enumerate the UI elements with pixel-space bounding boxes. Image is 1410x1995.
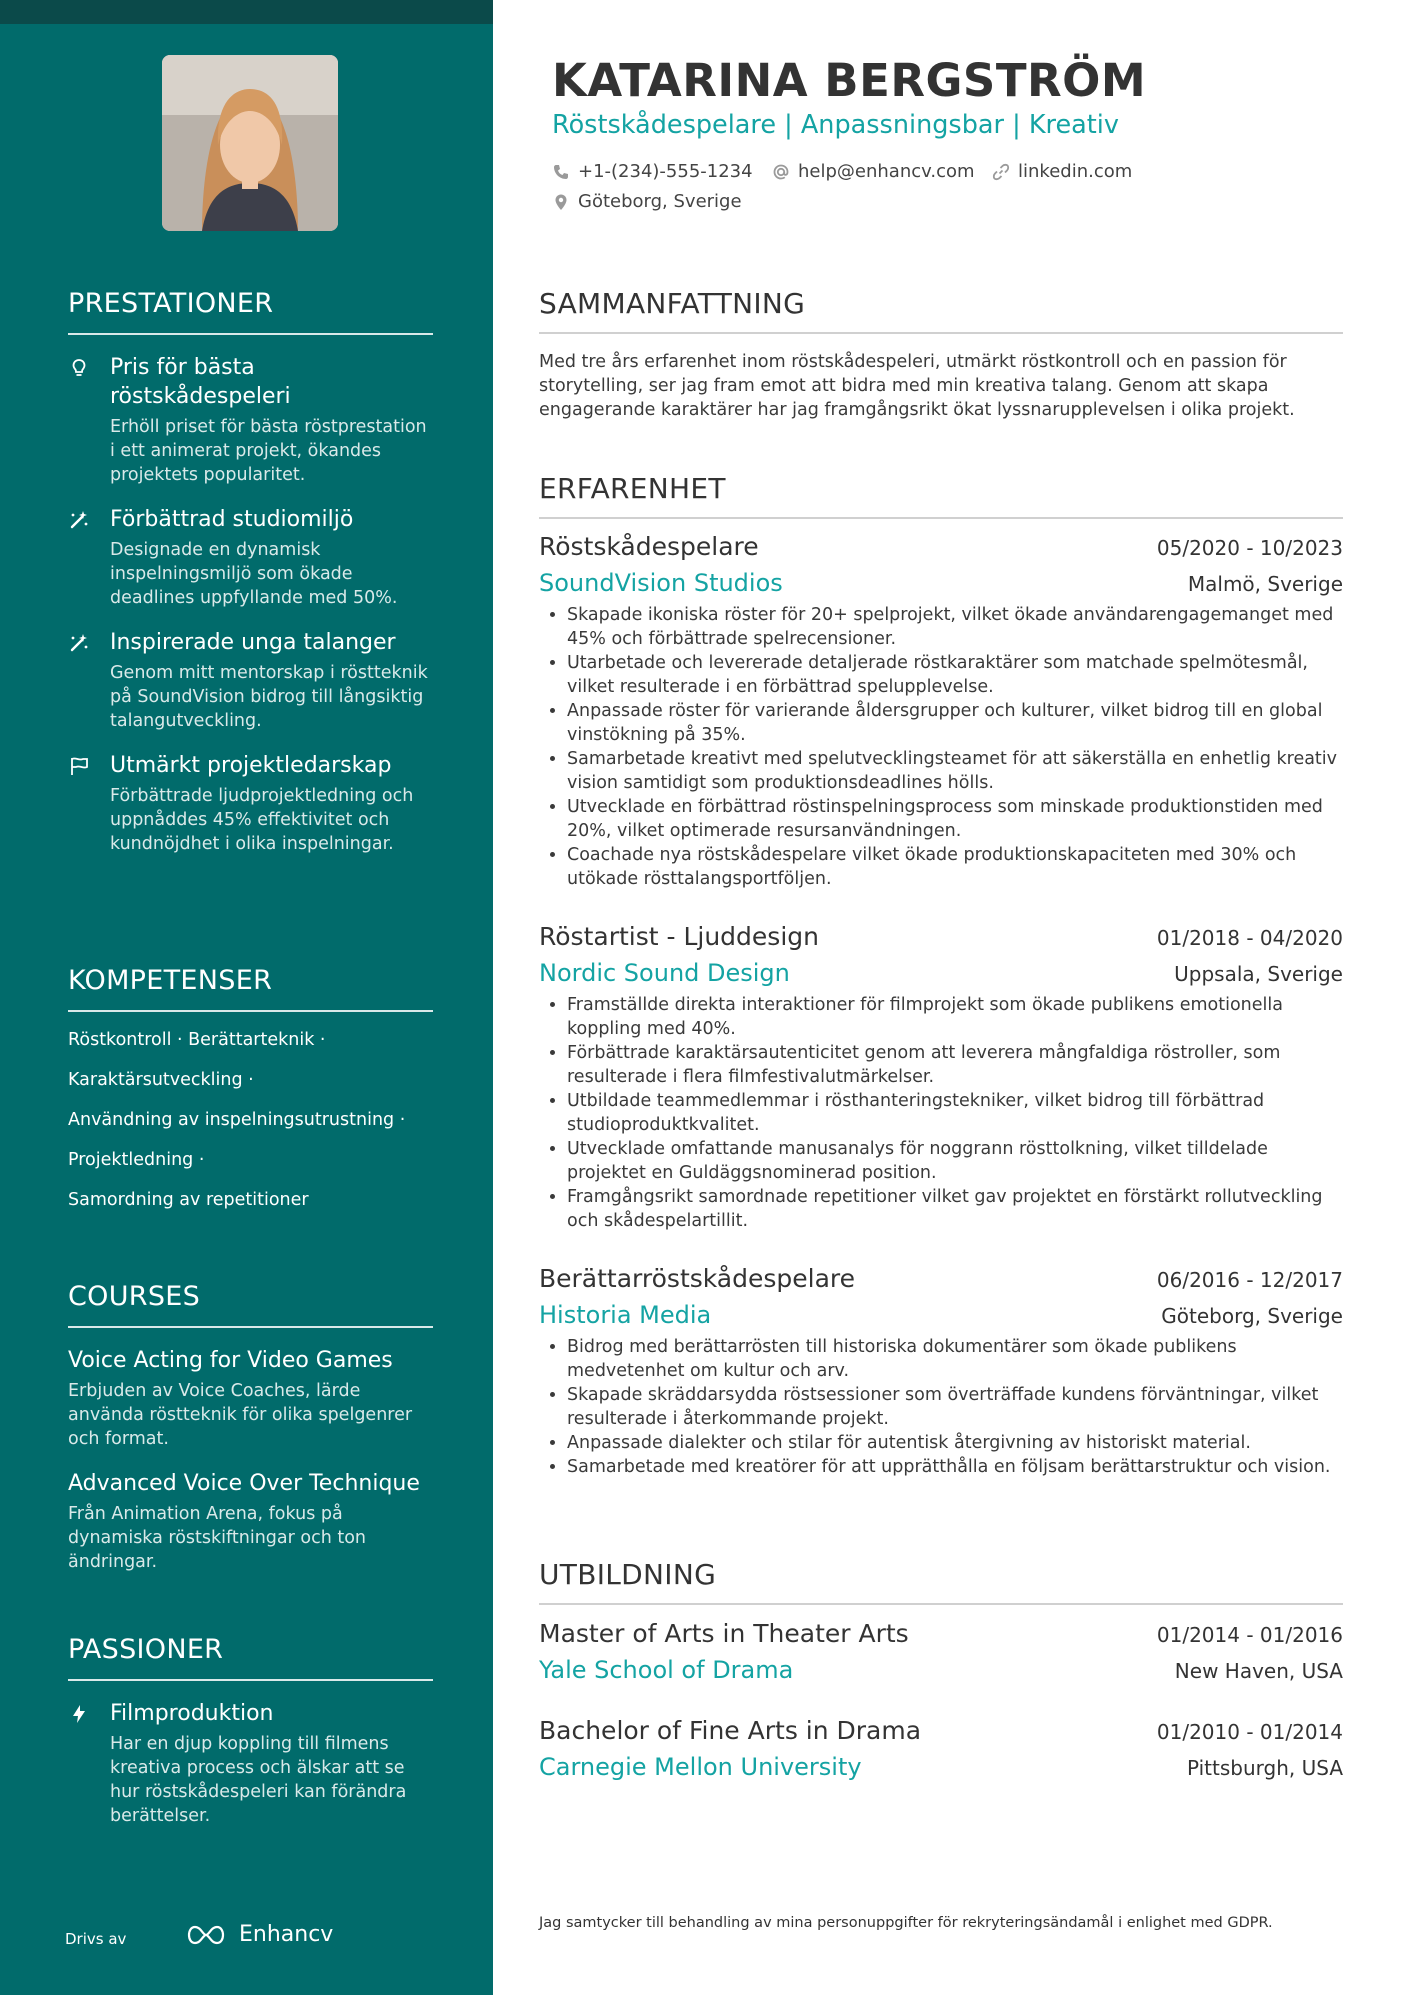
sidebar <box>0 0 493 1995</box>
candidate-headline: Röstskådespelare | Anpassningsbar | Kreativ <box>552 110 1119 140</box>
infinity-logo-icon <box>183 1923 229 1947</box>
course-item <box>68 1346 433 1451</box>
education-location: New Haven, USA <box>1174 1659 1343 1683</box>
bullet-item: • Skapade ikoniska röster för 20+ spelprojekt, vilket ökade användarengagemanget med 45% och förbättrade spelrecensioner. <box>567 603 1343 651</box>
job-dates: 05/2020 - 10/2023 <box>1156 536 1343 560</box>
enhancv-logo[interactable] <box>183 1922 333 1947</box>
education-dates: 01/2010 - 01/2014 <box>1156 1720 1343 1744</box>
job-bullets <box>539 1335 1343 1479</box>
location-text: Göteborg, Sverige <box>578 191 742 212</box>
school[interactable]: Carnegie Mellon University <box>539 1753 862 1781</box>
job-company[interactable]: Historia Media <box>539 1301 712 1329</box>
job-company[interactable]: SoundVision Studios <box>539 569 783 597</box>
degree: Master of Arts in Theater Arts <box>539 1619 909 1648</box>
summary-title: SAMMANFATTNING <box>539 287 1343 334</box>
bullet-item: • Framgångsrikt samordnade repetitioner vilket gav projektet en förstärkt rollutveckling och skådespelartillit. <box>567 1185 1343 1233</box>
magic-wand-icon <box>68 509 90 531</box>
job-bullets <box>539 603 1343 891</box>
achievement-desc: Förbättrade ljudprojektledning och uppnåddes 45% effektivitet och kundnöjdhet i olika inspelningar. <box>110 786 414 854</box>
location-pin-icon <box>552 193 570 211</box>
job-bullets <box>539 993 1343 1233</box>
contact-phone[interactable] <box>552 161 753 182</box>
job-dates: 06/2016 - 12/2017 <box>1156 1268 1343 1292</box>
bullet-item: • Förbättrade karaktärsautenticitet genom att leverera mångfaldiga röstroller, som resulterade i flera filmfestivalutmärkelser. <box>567 1041 1343 1089</box>
courses-title: COURSES <box>68 1281 433 1328</box>
achievement-title: Förbättrad studiomiljö <box>110 507 354 532</box>
phone-text: +1-(234)-555-1234 <box>578 161 753 182</box>
course-desc: Erbjuden av Voice Coaches, lärde använda röstteknik för olika spelgenrer och format. <box>68 1381 413 1449</box>
bullet-item: • Anpassade röster för varierande åldersgrupper och kulturer, vilket bidrog till en global vinstökning på 35%. <box>567 699 1343 747</box>
education-location: Pittsburgh, USA <box>1187 1756 1343 1780</box>
achievement-item <box>68 353 433 487</box>
gdpr-consent: Jag samtycker till behandling av mina personuppgifter för rekryteringsändamål i enlighet med GDPR. <box>539 1915 1273 1931</box>
skill-item: Karaktärsutveckling · <box>68 1070 254 1090</box>
education-dates: 01/2014 - 01/2016 <box>1156 1623 1343 1647</box>
skills-title: KOMPETENSER <box>68 965 433 1012</box>
job-title: Berättarröstskådespelare <box>539 1264 856 1293</box>
lightbulb-icon <box>68 357 90 379</box>
education-entry <box>539 1716 1343 1781</box>
bullet-item: • Coachade nya röstskådespelare vilket ökade produktionskapaciteten med 30% och utökade rösttalangsportföljen. <box>567 843 1343 891</box>
email-text: help@enhancv.com <box>798 161 975 182</box>
bullet-item: • Framställde direkta interaktioner för filmprojekt som ökade publikens emotionella koppling med 40%. <box>567 993 1343 1041</box>
achievements-title: PRESTATIONER <box>68 288 433 335</box>
passion-desc: Har en djup koppling till filmens kreativa process och älskar att se hur röstskådespeleri kan förändra berättelser. <box>110 1734 407 1826</box>
bullet-item: • Utvecklade omfattande manusanalys för noggrann rösttolkning, vilket tilldelade projektet en Guldäggsnominerad position. <box>567 1137 1343 1185</box>
job-location: Uppsala, Sverige <box>1174 962 1343 986</box>
contact-linkedin[interactable] <box>992 161 1132 182</box>
magic-wand-icon <box>68 632 90 654</box>
bullet-item: • Anpassade dialekter och stilar för autentisk återgivning av historiskt material. <box>567 1431 1343 1455</box>
job-dates: 01/2018 - 04/2020 <box>1156 926 1343 950</box>
course-item <box>68 1469 433 1574</box>
achievements-section <box>68 288 433 856</box>
job-entry <box>539 1264 1343 1479</box>
bullet-item: • Utvecklade en förbättrad röstinspelningsprocess som minskade produktionstiden med 20%, vilket optimerade resursanvändningen. <box>567 795 1343 843</box>
achievement-desc: Erhöll priset för bästa röstprestation i ett animerat projekt, ökandes projektets popularitet. <box>110 417 427 485</box>
achievement-item <box>68 628 433 733</box>
linkedin-text: linkedin.com <box>1018 161 1133 182</box>
achievement-title: Utmärkt projektledarskap <box>110 753 392 778</box>
passion-title: Filmproduktion <box>110 1701 274 1726</box>
brand-name: Enhancv <box>239 1922 334 1947</box>
course-title: Advanced Voice Over Technique <box>68 1471 420 1496</box>
skill-item: Projektledning · <box>68 1150 205 1170</box>
passions-section <box>68 1634 433 1828</box>
profile-photo <box>162 55 338 231</box>
education-title: UTBILDNING <box>539 1558 1343 1605</box>
passion-item <box>68 1699 433 1828</box>
achievement-title: Inspirerade unga talanger <box>110 630 396 655</box>
achievement-title: Pris för bästa röstskådespeleri <box>110 355 291 409</box>
skill-item: Användning av inspelningsutrustning · <box>68 1110 406 1130</box>
candidate-name: KATARINA BERGSTRÖM <box>552 54 1147 107</box>
at-icon <box>772 163 790 181</box>
degree: Bachelor of Fine Arts in Drama <box>539 1716 922 1745</box>
job-entry <box>539 532 1343 891</box>
job-company[interactable]: Nordic Sound Design <box>539 959 790 987</box>
bullet-item: • Utbildade teammedlemmar i rösthanteringstekniker, vilket bidrog till förbättrad studioproduktkvalitet. <box>567 1089 1343 1137</box>
powered-by-label: Drivs av <box>65 1930 127 1948</box>
education-entry <box>539 1619 1343 1684</box>
bullet-item: • Utarbetade och levererade detaljerade röstkaraktärer som matchade spelmötesmål, vilket resulterade i en förbättrad spelupplevelse. <box>567 651 1343 699</box>
contact-email[interactable] <box>772 161 975 182</box>
skill-item: Röstkontroll · Berättarteknik · <box>68 1030 326 1050</box>
job-entry <box>539 922 1343 1233</box>
courses-section <box>68 1281 433 1574</box>
achievement-item <box>68 505 433 610</box>
link-icon <box>992 163 1010 181</box>
course-desc: Från Animation Arena, fokus på dynamiska röstskiftningar och ton ändringar. <box>68 1504 367 1572</box>
job-location: Göteborg, Sverige <box>1161 1304 1343 1328</box>
achievement-item <box>68 751 433 856</box>
job-title: Röstskådespelare <box>539 532 759 561</box>
bullet-item: • Samarbetade med kreatörer för att upprätthålla en följsam berättarstruktur och vision. <box>567 1455 1343 1479</box>
job-location: Malmö, Sverige <box>1187 572 1343 596</box>
bullet-item: • Skapade skräddarsydda röstsessioner som överträffade kundens förväntningar, vilket resulterade i återkommande projekt. <box>567 1383 1343 1431</box>
experience-title: ERFARENHET <box>539 472 1343 519</box>
lightning-icon <box>68 1703 90 1725</box>
skill-item: Samordning av repetitioner <box>68 1190 309 1210</box>
flag-icon <box>68 755 90 777</box>
course-title: Voice Acting for Video Games <box>68 1348 393 1373</box>
bullet-item: • Samarbetade kreativt med spelutvecklingsteamet för att säkerställa en enhetlig kreativ vision samtidigt som produktionsdeadlines hölls. <box>567 747 1343 795</box>
passions-title: PASSIONER <box>68 1634 433 1681</box>
skills-section <box>68 965 433 1212</box>
phone-icon <box>552 163 570 181</box>
achievement-desc: Designade en dynamisk inspelningsmiljö som ökade deadlines uppfyllande med 50%. <box>110 540 398 608</box>
contact-location <box>552 191 742 212</box>
school[interactable]: Yale School of Drama <box>539 1656 794 1684</box>
sidebar-top-bar <box>0 0 493 24</box>
achievement-desc: Genom mitt mentorskap i röstteknik på SoundVision bidrog till långsiktig talangutveckling. <box>110 663 428 731</box>
job-title: Röstartist - Ljuddesign <box>539 922 819 951</box>
summary-text: Med tre års erfarenhet inom röstskådespeleri, utmärkt röstkontroll och en passion för storytelling, ser jag fram emot att bidra med min kreativa talang. Genom att skapa engagerande karaktärer har jag framgångsrikt ökat lyssnarupplevelsen i olika projekt. <box>539 352 1295 420</box>
bullet-item: • Bidrog med berättarrösten till historiska dokumentärer som ökade publikens medvetenhet om kultur och arv. <box>567 1335 1343 1383</box>
